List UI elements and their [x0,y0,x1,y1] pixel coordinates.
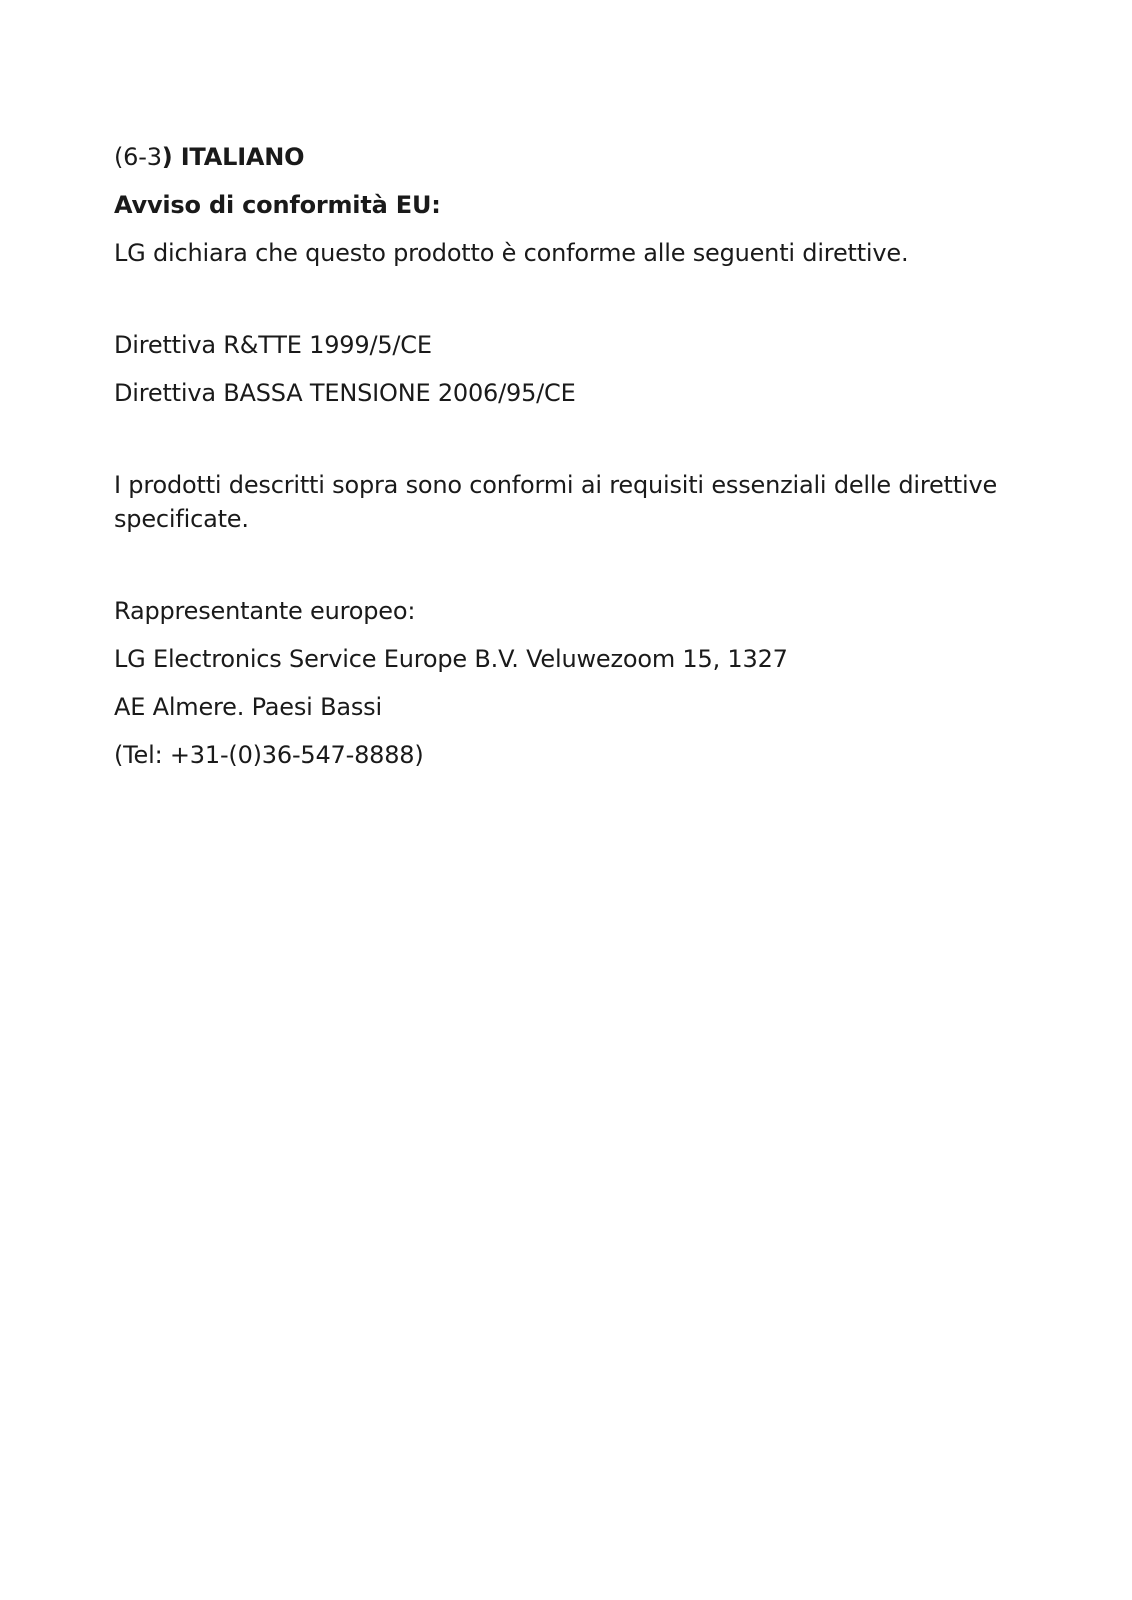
directive-rtte: Direttiva R&TTE 1999/5/CE [114,331,432,359]
compliance-statement: I prodotti descritti sopra sono conformi ai requisiti essenziali delle direttive specificate. [114,471,998,533]
representative-address-line-1: LG Electronics Service Europe B.V. Veluwezoom 15, 1327 [114,645,788,673]
document-content [114,140,1014,772]
notice-title: Avviso di conformità EU: [114,191,441,219]
representative-label: Rappresentante europeo: [114,597,416,625]
section-number: (6-3 [114,143,162,171]
representative-address-line-2: AE Almere. Paesi Bassi [114,693,382,721]
directive-low-voltage: Direttiva BASSA TENSIONE 2006/95/CE [114,379,576,407]
representative-phone: (Tel: +31-(0)36-547-8888) [114,741,424,769]
declaration-text: LG dichiara che questo prodotto è conforme alle seguenti direttive. [114,239,909,267]
section-title: ) ITALIANO [161,143,305,171]
section-heading [114,140,1014,174]
